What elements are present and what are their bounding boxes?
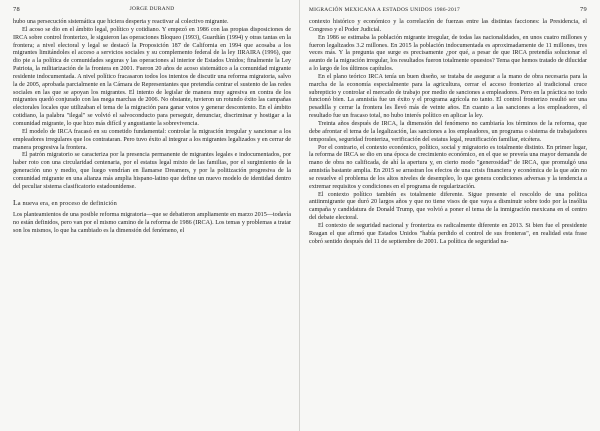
right-page-number: 79 (580, 6, 587, 13)
right-running-head: MIGRACIÓN MEXICANA A ESTADOS UNIDOS 1986-2017 (309, 7, 460, 13)
paragraph: El acoso se dio en el ámbito legal, político y cotidiano. Y empezó en 1986 con las propias disposiciones de IRCA sobre control fronterizo, le siguieron las operaciones Bloqueo (1993), Guardián (1994) y otras tantas en la frontera; a nivel electoral y legal se destacó la Proposición 187 de California en 1994 que acosaba a los migrantes limitándoles el acceso a servicios sociales y su complemento federal de la ley IIRAIRA (1996), que dio pie a la política de comunidades seguras y las operaciones al interior de Estados Unidos; finalmente la Ley Patriota, la militarización de la frontera en 2001. Fueron 20 años de acoso sistemático a la comunidad migrante residente indocumentada. A nivel político fracasaron todos los intentos de discutir una reforma migratoria, salvo la de 2005, aprobada parcialmente en la Cámara de Representantes que pretendía centrar el sustento de las redes sociales en las que se apoyan los migrantes. El intento de legislar de manera muy agresiva en contra de los migrantes quedó conjurado con las mega marchas de 2006. No obstante, tuvieron un rotundo éxito las campañas electorales locales que utilizaban el tema de la migración para ganar votos y generar descontento. En el ámbito cotidiano, la palabra "ilegal" se volvió el salvoconducto para perseguir, denunciar, discriminar y hostigar a la comunidad migrante, lo que hizo más difícil y angustiante la sobrevivencia. (13, 26, 291, 127)
paragraph: En 1986 se estimaba la población migrante irregular, de todas las nacionalidades, en unos cuatro millones y fueron legalizados 3.2 millones. En 2015 la población indocumentada es aproximadamente de 11 millones, tres veces más. Y la pregunta que surge es precisamente ¿por qué, a pesar de que IRCA pretendía solucionar el asunto de la migración irregular, los resultados fueron totalmente opuestos? Tema que hemos tratado de dilucidar a lo largo de los últimos capítulos. (309, 34, 587, 73)
paragraph: El contexto político también es totalmente diferente. Sigue presente el rescoldo de una política antiinmigrante que duró 20 largos años y que no tiene visos de que vaya a disminuir sobre todo por la insólita campaña y candidatura de Donald Trump, que volvió a poner el tema de la inmigración mexicana en el centro del debate electoral. (309, 191, 587, 222)
right-page-body (309, 19, 587, 246)
left-page-number: 78 (13, 6, 20, 13)
left-page-body (13, 19, 291, 236)
right-page (309, 6, 587, 427)
paragraph: Los planteamientos de una posible reforma migratoria—que se debatieron ampliamente en marzo 2015—todavía no están definidos, pero van por el mismo camino de la reforma de 1986 (IRCA). Los temas y problemas a tratar son los mismos, lo que ha cambiado es la dimensión del fenómeno, el (13, 212, 291, 235)
page-gutter (299, 0, 300, 431)
paragraph: hubo una persecución sistemática que hiciera desperta y reactivar al colectivo migrante. (13, 19, 229, 25)
paragraph: El patrón migratorio se caracteriza por la presencia permanente de migrantes legales e indocumentados, por haber roto con una circularidad centenaria, por el estatus legal mixto de las familias, por el surgimiento de la generación uno y medio, que luego vendrían en llamarse Dreamers, y por la politización progresiva de la comunidad migrante en una alianza más amplia hispano-latino que define un nuevo modelo de identidad dentro del peculiar sistema clasificatorio estadounidense. (13, 152, 291, 190)
paragraph: El contexto de seguridad nacional y fronteriza es radicalmente diferente en 2013. Si bien fue el presidente Reagan el que afirmó que Estados Unidos "había perdido el control de sus fronteras", en realidad esta frase cobró sentido después del 11 de septiembre de 2001. La política de seguridad na- (309, 222, 587, 245)
left-page-header (13, 6, 291, 17)
left-running-head: JORGE DURAND (129, 6, 175, 12)
section-heading: La nueva era, en proceso de definición (13, 197, 117, 207)
right-page-header (309, 6, 587, 17)
left-page (13, 6, 291, 427)
paragraph: contexto histórico y económico y la correlación de fuerzas entre las distintas facciones: la Presidencia, el Congreso y el Poder Judicial. (309, 19, 587, 33)
paragraph: Treinta años después de IRCA, la dimensión del fenómeno no cambiaría los términos de la reforma, que debe afrontar el tema de la legalización, las sanciones a los empleadores, un programa o sistema de trabajadores temporales, seguridad fronteriza, verificación del estatus legal, reunificación familiar, etcétera. (309, 120, 587, 143)
paragraph: Por el contrario, el contexto económico, político, social y migratorio es totalmente distinto. En primer lugar, la reforma de IRCA se dio en una época de crecimiento económico, en el que se preveía una mayor demanda de mano de obra no calificada, de ahí la apertura y, en cierto modo "generosidad" de IRCA, que promulgó una amnistía bastante amplia. En 2015 se arrastran los efectos de una crisis financiera y económica de la que aún no se resuelve el problema de los altos niveles de desempleo, lo que genera condiciones adversas y la tendencia a extremar requisitos y condiciones en el programa de regularización. (309, 144, 587, 190)
paragraph: El modelo de IRCA fracasó en su cometido fundamental: controlar la migración irregular y sancionar a los empleadores irregulares que los contrataran. Pero tuvo éxito al integrar a los migrantes legalizados y en cerrar de manera progresiva la frontera. (13, 128, 291, 151)
paragraph: En el plano teórico IRCA tenía un buen diseño, se trataba de asegurar a la mano de obra necesaria para la marcha de la economía especialmente para la agricultura, cerrar el acceso fronterizo al tradicional cruce subrepticio y controlar el mercado de trabajo por medio de sanciones a empleadores. Pero en la práctica no todo funcionó bien. La amnistía fue un éxito y el programa agrícola no tanto. El control fronterizo resultó ser una pesadilla y cerrar la frontera les llevó más de veinte años. En cuanto a las sanciones a los empleadores, el resultado fue un fracaso total, no hubo interés político en aplicar la ley. (309, 73, 587, 120)
